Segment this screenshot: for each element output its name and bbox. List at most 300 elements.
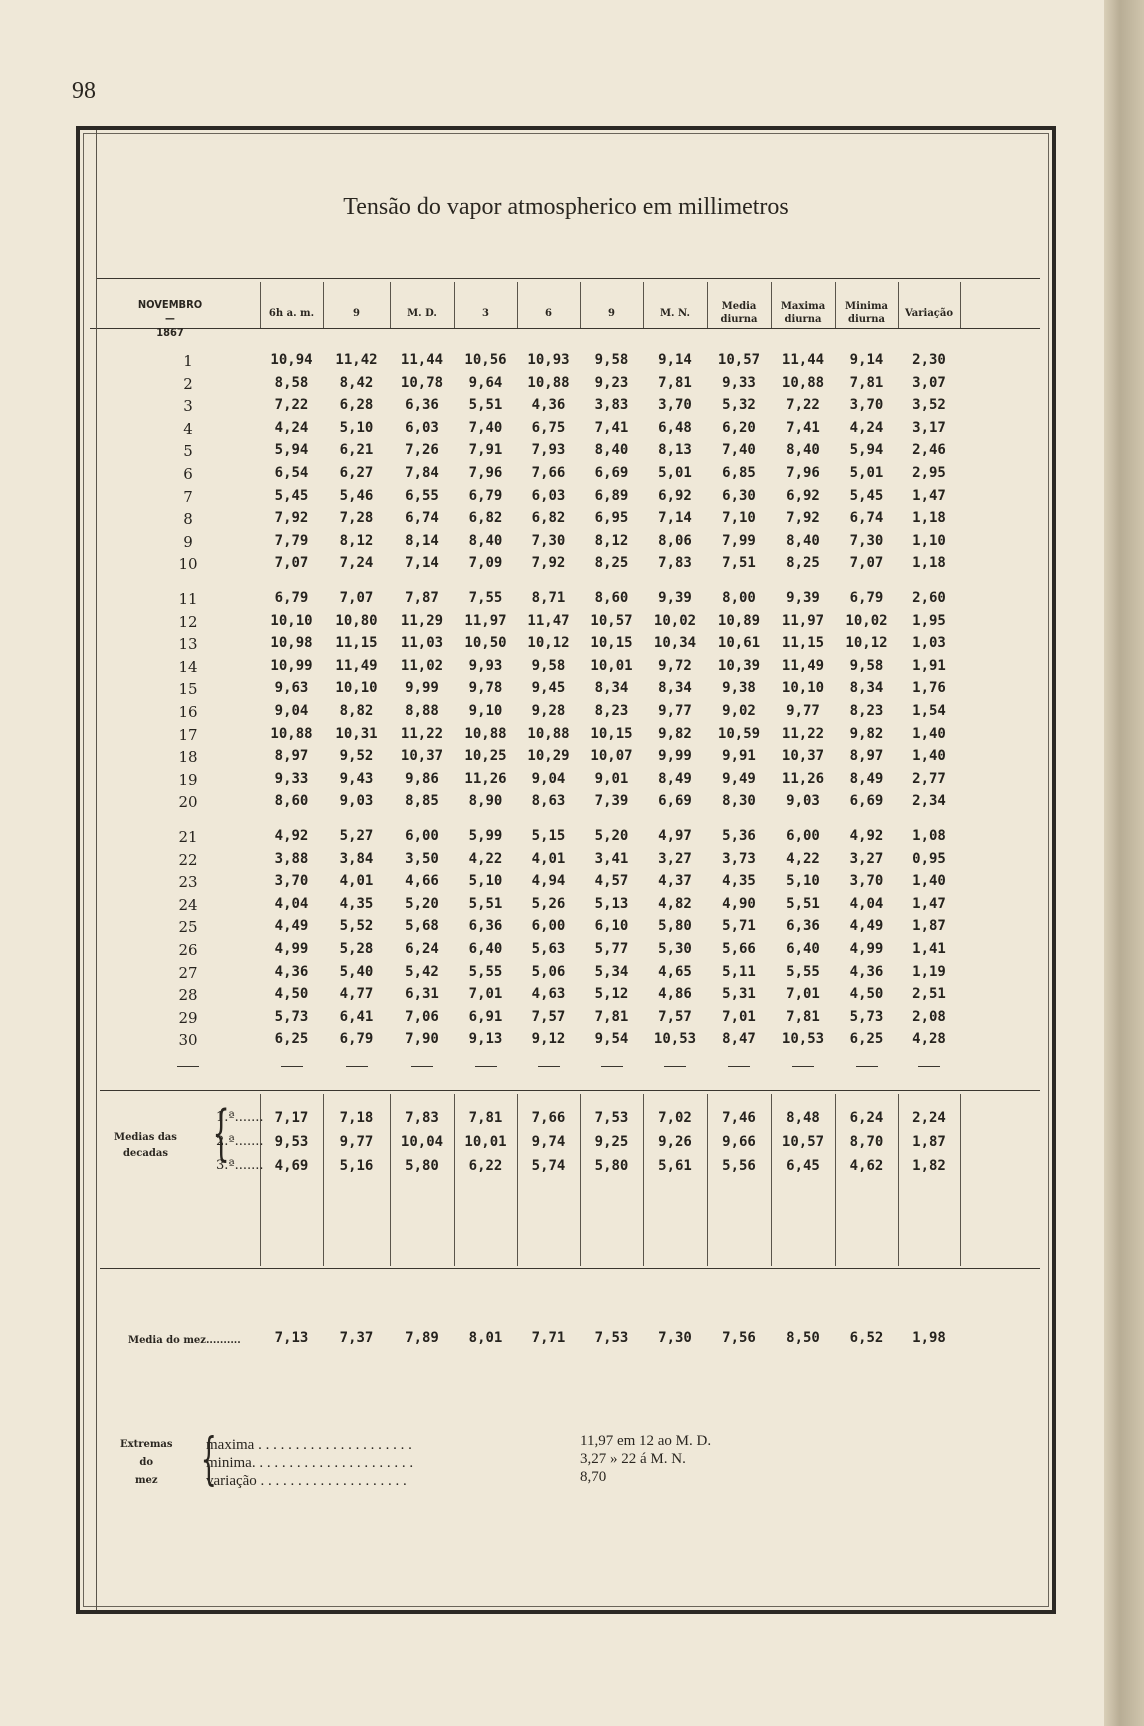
day-number: 14 xyxy=(178,657,198,676)
month-mean-cell: 7,13 xyxy=(274,1330,309,1346)
table-cell: 7,30 xyxy=(849,532,884,549)
decade-means-label xyxy=(114,1130,177,1162)
decade-cell: 5,74 xyxy=(531,1158,566,1174)
row-dash xyxy=(664,1066,686,1067)
column-header: Maxima diurna xyxy=(780,301,826,325)
table-cell: 5,52 xyxy=(339,918,374,935)
decade-cell: 7,81 xyxy=(468,1110,503,1126)
decade-cell: 4,69 xyxy=(274,1158,309,1174)
table-cell: 9,58 xyxy=(594,352,629,368)
row-dash xyxy=(411,1066,433,1067)
table-cell: 9,58 xyxy=(531,657,566,674)
table-cell: 7,96 xyxy=(468,465,503,481)
column-divider xyxy=(260,282,261,328)
table-cell: 9,99 xyxy=(405,680,439,697)
table-cell: 8,97 xyxy=(849,748,884,765)
header-top-rule xyxy=(96,278,1040,279)
table-cell: 10,59 xyxy=(717,725,761,742)
table-cell: 9,82 xyxy=(849,725,884,742)
table-cell: 9,38 xyxy=(722,680,756,697)
table-cell: 6,54 xyxy=(274,465,309,481)
table-cell: 8,34 xyxy=(658,680,692,697)
day-number: 5 xyxy=(183,442,193,461)
table-cell: 3,27 xyxy=(849,850,884,867)
extremes-label-line: Extremas xyxy=(120,1439,173,1450)
table-cell: 8,82 xyxy=(339,703,374,719)
table-cell: 5,77 xyxy=(594,941,629,957)
month-mean-cell: 7,37 xyxy=(339,1330,374,1346)
decade-cell: 10,01 xyxy=(464,1134,507,1150)
table-cell: 8,60 xyxy=(594,590,629,606)
table-cell: 10,88 xyxy=(270,725,313,742)
table-cell: 5,94 xyxy=(274,442,309,459)
decade-cell: 9,25 xyxy=(594,1134,629,1150)
decade-cell: 8,48 xyxy=(786,1110,820,1126)
table-cell: 10,37 xyxy=(781,748,825,765)
table-cell: 10,31 xyxy=(335,725,378,742)
table-cell: 8,00 xyxy=(722,590,756,606)
day-number: 15 xyxy=(178,680,198,699)
table-cell: 4,99 xyxy=(849,941,884,957)
decade-cell: 5,56 xyxy=(722,1158,756,1174)
row-dash xyxy=(856,1066,878,1067)
table-cell: 11,26 xyxy=(781,770,825,787)
month-mean-cell: 8,50 xyxy=(786,1330,820,1346)
table-title: Tensão do vapor atmospherico em millimetros xyxy=(343,194,789,220)
table-cell: 3,88 xyxy=(274,850,309,867)
day-number: 3 xyxy=(183,397,193,416)
table-cell: 7,30 xyxy=(531,532,566,549)
frame-inner-left xyxy=(96,130,97,1610)
table-cell: 2,77 xyxy=(912,770,946,787)
table-cell: 5,45 xyxy=(849,487,884,504)
table-cell: 11,03 xyxy=(400,635,444,652)
table-cell: 7,81 xyxy=(786,1008,820,1025)
table-cell: 6,21 xyxy=(339,442,374,459)
table-cell: 7,14 xyxy=(405,555,439,572)
table-cell: 10,10 xyxy=(781,680,825,697)
table-cell: 5,80 xyxy=(658,918,692,935)
extreme-value: 3,27 » 22 á M. N. xyxy=(580,1451,686,1467)
extreme-name: variação . . . . . . . . . . . . . . . . . . . . xyxy=(206,1473,407,1489)
table-cell: 11,42 xyxy=(335,352,378,368)
table-cell: 2,95 xyxy=(912,465,946,481)
table-cell: 9,03 xyxy=(339,793,374,810)
table-cell: 5,51 xyxy=(468,895,503,912)
table-cell: 10,02 xyxy=(653,612,697,629)
table-cell: 6,69 xyxy=(658,793,692,810)
table-cell: 9,91 xyxy=(722,748,756,765)
table-cell: 8,88 xyxy=(405,703,439,719)
table-cell: 6,74 xyxy=(849,510,884,527)
table-cell: 10,93 xyxy=(527,352,570,368)
table-cell: 10,56 xyxy=(464,352,507,368)
table-cell: 5,10 xyxy=(339,419,374,436)
table-cell: 10,57 xyxy=(717,352,761,368)
table-cell: 1,87 xyxy=(912,918,946,935)
table-cell: 1,41 xyxy=(912,941,946,957)
month-mean-cell: 7,89 xyxy=(405,1330,439,1346)
table-cell: 9,58 xyxy=(849,657,884,674)
day-number: 9 xyxy=(183,532,193,551)
decade-cell: 4,62 xyxy=(849,1158,884,1174)
table-cell: 6,82 xyxy=(468,510,503,527)
table-cell: 5,71 xyxy=(722,918,756,935)
day-number: 13 xyxy=(178,635,198,654)
table-cell: 10,25 xyxy=(464,748,507,765)
day-number: 30 xyxy=(178,1031,198,1050)
table-cell: 1,40 xyxy=(912,748,946,765)
decade-cell: 7,53 xyxy=(594,1110,629,1126)
table-cell: 10,94 xyxy=(270,352,313,368)
table-cell: 8,25 xyxy=(786,555,820,572)
table-cell: 7,10 xyxy=(722,510,756,527)
table-cell: 10,12 xyxy=(845,635,888,652)
table-cell: 9,82 xyxy=(658,725,692,742)
table-cell: 6,79 xyxy=(274,590,309,606)
day-number: 28 xyxy=(178,986,198,1005)
table-cell: 9,49 xyxy=(722,770,756,787)
day-number: 26 xyxy=(178,941,198,959)
table-cell: 10,78 xyxy=(400,374,444,391)
table-cell: 7,51 xyxy=(722,555,756,572)
table-cell: 10,98 xyxy=(270,635,313,652)
table-cell: 7,81 xyxy=(594,1008,629,1025)
table-cell: 4,49 xyxy=(849,918,884,935)
table-cell: 10,89 xyxy=(717,612,761,629)
table-cell: 9,77 xyxy=(786,703,820,719)
table-cell: 10,15 xyxy=(590,635,633,652)
decade-cell: 2,24 xyxy=(912,1110,946,1126)
decade-cell: 6,22 xyxy=(468,1158,503,1174)
table-cell: 10,53 xyxy=(781,1031,825,1048)
table-cell: 9,86 xyxy=(405,770,439,787)
table-cell: 6,40 xyxy=(786,941,820,957)
row-dash xyxy=(475,1066,497,1067)
table-cell: 11,49 xyxy=(335,657,378,674)
day-number: 29 xyxy=(178,1008,198,1027)
table-cell: 1,40 xyxy=(912,725,946,742)
table-cell: 11,02 xyxy=(400,657,444,674)
table-cell: 5,68 xyxy=(405,918,439,935)
extremes-label-line: do xyxy=(139,1457,154,1468)
day-number: 18 xyxy=(178,748,198,767)
month-mean-cell: 8,01 xyxy=(468,1330,503,1346)
row-dash xyxy=(281,1066,303,1067)
table-cell: 8,25 xyxy=(594,555,629,572)
table-cell: 5,01 xyxy=(849,465,884,481)
decade-cell: 5,80 xyxy=(405,1158,439,1174)
table-cell: 3,70 xyxy=(849,397,884,414)
table-cell: 1,03 xyxy=(912,635,946,652)
table-cell: 10,02 xyxy=(845,612,888,629)
table-cell: 8,40 xyxy=(786,442,820,459)
table-cell: 6,69 xyxy=(849,793,884,810)
table-cell: 5,20 xyxy=(594,828,629,844)
table-cell: 9,43 xyxy=(339,770,374,787)
month-mean-cell: 7,53 xyxy=(594,1330,629,1346)
table-cell: 7,39 xyxy=(594,793,629,810)
table-cell: 9,64 xyxy=(468,374,503,391)
month-mean-cell: 6,52 xyxy=(849,1330,884,1346)
table-cell: 10,15 xyxy=(590,725,633,742)
table-cell: 10,61 xyxy=(717,635,761,652)
table-cell: 4,04 xyxy=(274,895,309,912)
table-cell: 7,28 xyxy=(339,510,374,527)
table-cell: 1,95 xyxy=(912,612,946,629)
table-cell: 9,39 xyxy=(658,590,692,606)
day-number: 21 xyxy=(178,828,198,846)
month-year: 1867 xyxy=(156,326,184,339)
table-cell: 6,36 xyxy=(786,918,820,935)
row-dash xyxy=(918,1066,940,1067)
table-cell: 3,70 xyxy=(658,397,692,414)
table-cell: 1,47 xyxy=(912,487,946,504)
table-cell: 5,40 xyxy=(339,963,374,980)
table-cell: 6,28 xyxy=(339,397,374,414)
table-cell: 9,04 xyxy=(274,703,309,719)
table-cell: 9,33 xyxy=(274,770,309,787)
table-cell: 4,94 xyxy=(531,873,566,890)
table-cell: 11,97 xyxy=(464,612,507,629)
table-cell: 3,17 xyxy=(912,419,946,436)
table-cell: 8,47 xyxy=(722,1031,756,1048)
table-cell: 6,40 xyxy=(468,941,503,957)
table-cell: 5,36 xyxy=(722,828,756,844)
table-cell: 1,19 xyxy=(912,963,946,980)
table-cell: 9,52 xyxy=(339,748,374,765)
table-cell: 6,10 xyxy=(594,918,629,935)
table-cell: 7,09 xyxy=(468,555,503,572)
table-cell: 7,96 xyxy=(786,465,820,481)
table-cell: 5,28 xyxy=(339,941,374,957)
table-cell: 6,03 xyxy=(531,487,566,504)
table-cell: 11,15 xyxy=(781,635,825,652)
table-cell: 9,45 xyxy=(531,680,566,697)
table-cell: 11,22 xyxy=(781,725,825,742)
table-cell: 5,55 xyxy=(786,963,820,980)
table-cell: 5,46 xyxy=(339,487,374,504)
table-cell: 3,70 xyxy=(274,873,309,890)
table-cell: 7,06 xyxy=(405,1008,439,1025)
table-cell: 10,88 xyxy=(527,725,570,742)
row-dash xyxy=(538,1066,560,1067)
day-number: 4 xyxy=(183,419,193,438)
table-cell: 9,10 xyxy=(468,703,503,719)
table-cell: 9,28 xyxy=(531,703,566,719)
day-number: 1 xyxy=(183,352,193,370)
day-number: 6 xyxy=(183,465,193,483)
table-cell: 10,99 xyxy=(270,657,313,674)
decade-cell: 7,02 xyxy=(658,1110,692,1126)
table-cell: 7,01 xyxy=(722,1008,756,1025)
decade-cell: 9,66 xyxy=(722,1134,756,1150)
table-cell: 7,84 xyxy=(405,465,439,481)
row-dash xyxy=(177,1066,199,1067)
table-cell: 7,57 xyxy=(531,1008,566,1025)
table-cell: 4,24 xyxy=(849,419,884,436)
table-cell: 7,91 xyxy=(468,442,503,459)
table-cell: 9,03 xyxy=(786,793,820,810)
table-cell: 5,51 xyxy=(468,397,503,414)
table-cell: 9,04 xyxy=(531,770,566,787)
table-cell: 7,22 xyxy=(274,397,309,414)
day-number: 27 xyxy=(178,963,198,982)
table-cell: 6,79 xyxy=(339,1031,374,1048)
table-cell: 5,13 xyxy=(594,895,629,912)
table-cell: 6,25 xyxy=(274,1031,309,1048)
table-cell: 7,01 xyxy=(468,986,503,1003)
table-cell: 11,97 xyxy=(781,612,825,629)
table-cell: 7,26 xyxy=(405,442,439,459)
table-cell: 5,10 xyxy=(468,873,503,890)
table-cell: 4,50 xyxy=(274,986,309,1003)
table-cell: 7,66 xyxy=(531,465,566,481)
table-cell: 10,88 xyxy=(464,725,507,742)
table-cell: 7,40 xyxy=(722,442,756,459)
table-cell: 3,84 xyxy=(339,850,374,867)
column-header: M. D. xyxy=(407,308,437,319)
column-divider xyxy=(960,282,961,328)
table-cell: 7,90 xyxy=(405,1031,439,1048)
table-cell: 4,49 xyxy=(274,918,309,935)
table-cell: 3,83 xyxy=(594,397,629,414)
table-cell: 7,92 xyxy=(786,510,820,527)
table-cell: 7,14 xyxy=(658,510,692,527)
table-cell: 8,49 xyxy=(658,770,692,787)
table-cell: 11,49 xyxy=(781,657,825,674)
month-mean-label: Media do mez.......... xyxy=(128,1335,241,1346)
table-cell: 2,08 xyxy=(912,1008,946,1025)
page-number: 98 xyxy=(72,78,96,104)
table-cell: 1,18 xyxy=(912,555,946,572)
table-cell: 5,42 xyxy=(405,963,439,980)
table-cell: 6,75 xyxy=(531,419,566,436)
decade-cell: 7,83 xyxy=(405,1110,439,1126)
table-cell: 4,22 xyxy=(786,850,820,867)
table-cell: 10,01 xyxy=(590,657,633,674)
table-cell: 11,44 xyxy=(781,352,825,368)
table-cell: 2,51 xyxy=(912,986,946,1003)
table-cell: 7,92 xyxy=(531,555,566,572)
table-cell: 10,39 xyxy=(717,657,761,674)
table-cell: 6,55 xyxy=(405,487,439,504)
table-cell: 9,02 xyxy=(722,703,756,719)
table-cell: 4,01 xyxy=(531,850,566,867)
table-cell: 9,14 xyxy=(849,352,884,368)
header-bottom-rule xyxy=(90,328,1040,329)
table-cell: 10,10 xyxy=(335,680,378,697)
table-cell: 10,37 xyxy=(400,748,444,765)
table-cell: 5,26 xyxy=(531,895,566,912)
table-cell: 4,65 xyxy=(658,963,692,980)
table-cell: 9,14 xyxy=(658,352,692,368)
table-cell: 11,22 xyxy=(400,725,444,742)
page-edge xyxy=(1104,0,1144,1726)
table-cell: 7,22 xyxy=(786,397,820,414)
table-cell: 7,83 xyxy=(658,555,692,572)
decade-brace: { xyxy=(212,1098,230,1168)
month-name: NOVEMBRO xyxy=(137,298,203,311)
table-cell: 9,99 xyxy=(658,748,692,765)
decade-cell: 7,46 xyxy=(722,1110,756,1126)
day-number: 11 xyxy=(178,590,198,608)
decade-cell: 6,45 xyxy=(786,1158,820,1174)
day-number: 20 xyxy=(178,793,198,812)
table-cell: 5,11 xyxy=(722,963,756,980)
table-cell: 6,79 xyxy=(468,487,503,504)
table-cell: 5,99 xyxy=(468,828,503,844)
column-divider xyxy=(454,282,455,328)
column-divider xyxy=(898,282,899,328)
table-cell: 5,15 xyxy=(531,828,566,844)
day-number: 10 xyxy=(178,555,198,574)
table-cell: 11,15 xyxy=(335,635,378,652)
decade-cell: 7,66 xyxy=(531,1110,566,1126)
column-header: M. N. xyxy=(659,308,690,319)
table-cell: 8,40 xyxy=(594,442,629,459)
column-divider xyxy=(960,1094,961,1266)
column-header: 9 xyxy=(608,308,615,319)
table-cell: 6,41 xyxy=(339,1008,374,1025)
table-cell: 10,34 xyxy=(653,635,697,652)
month-mean-cell: 7,56 xyxy=(722,1330,756,1346)
table-cell: 8,14 xyxy=(405,532,439,549)
table-cell: 7,57 xyxy=(658,1008,692,1025)
table-cell: 6,69 xyxy=(594,465,629,481)
table-cell: 10,88 xyxy=(781,374,825,391)
summary-bottom-rule xyxy=(100,1268,1040,1269)
table-cell: 10,88 xyxy=(527,374,570,391)
day-number: 24 xyxy=(178,895,198,914)
table-cell: 6,25 xyxy=(849,1031,884,1048)
column-header: 6 xyxy=(545,308,552,319)
table-cell: 7,81 xyxy=(658,374,692,391)
table-cell: 6,24 xyxy=(405,941,439,957)
table-cell: 5,12 xyxy=(594,986,629,1003)
table-cell: 5,06 xyxy=(531,963,566,980)
table-cell: 5,01 xyxy=(658,465,692,481)
decade-cell: 1,87 xyxy=(912,1134,946,1150)
table-cell: 9,54 xyxy=(594,1031,629,1048)
table-cell: 5,31 xyxy=(722,986,756,1003)
table-cell: 4,77 xyxy=(339,986,374,1003)
table-cell: 11,47 xyxy=(527,612,570,629)
table-cell: 6,95 xyxy=(594,510,629,527)
decade-cell: 9,77 xyxy=(339,1134,374,1150)
decade-cell: 10,57 xyxy=(781,1134,825,1150)
table-cell: 9,23 xyxy=(594,374,629,391)
table-cell: 7,41 xyxy=(594,419,629,436)
table-cell: 3,70 xyxy=(849,873,884,890)
table-cell: 8,40 xyxy=(786,532,820,549)
table-cell: 6,27 xyxy=(339,465,374,481)
table-cell: 8,13 xyxy=(658,442,692,459)
table-cell: 1,08 xyxy=(912,828,946,844)
table-cell: 3,07 xyxy=(912,374,946,391)
table-cell: 8,23 xyxy=(849,703,884,719)
table-cell: 4,35 xyxy=(339,895,374,912)
decade-cell: 9,74 xyxy=(531,1134,566,1150)
decade-cell: 5,80 xyxy=(594,1158,629,1174)
table-cell: 6,82 xyxy=(531,510,566,527)
table-cell: 5,73 xyxy=(274,1008,309,1025)
table-cell: 9,33 xyxy=(722,374,756,391)
table-cell: 5,34 xyxy=(594,963,629,980)
table-cell: 2,30 xyxy=(912,352,946,368)
table-cell: 8,30 xyxy=(722,793,756,810)
table-cell: 5,51 xyxy=(786,895,820,912)
